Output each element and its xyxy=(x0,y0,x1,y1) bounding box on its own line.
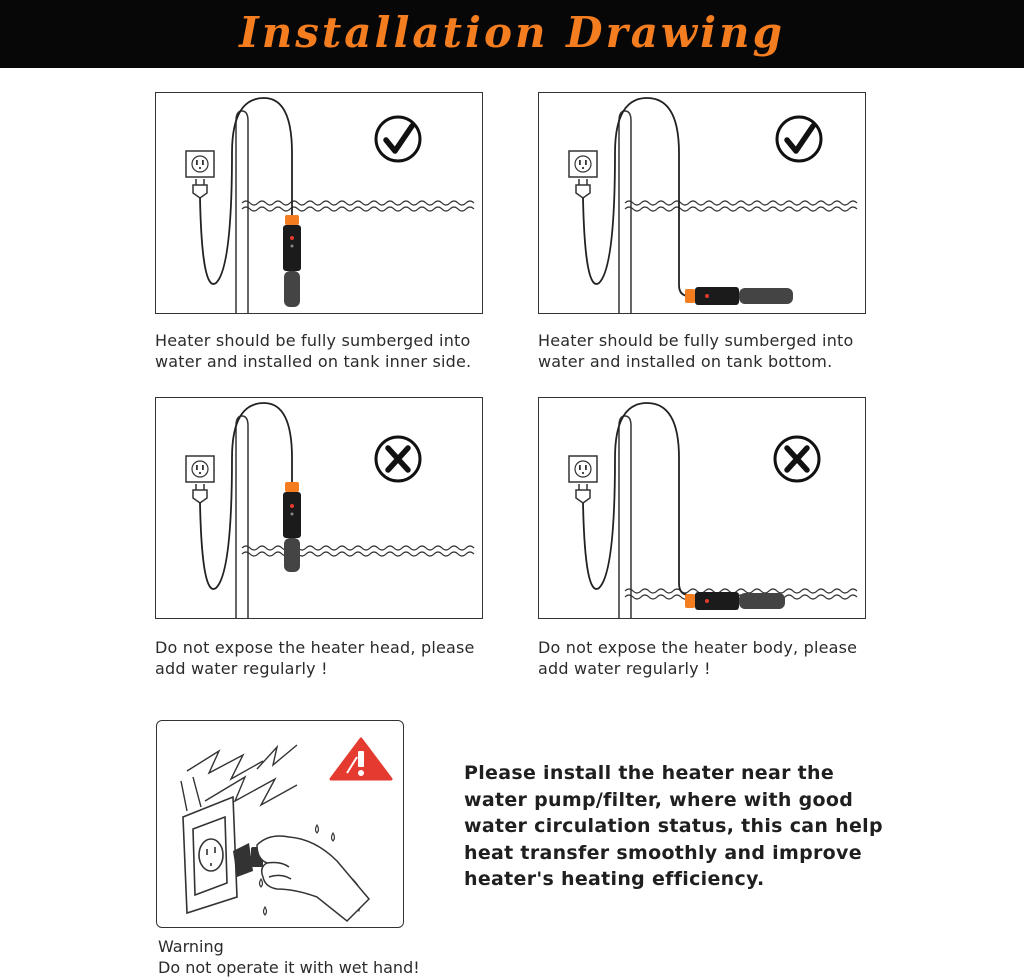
water-surface xyxy=(625,201,857,211)
x-icon xyxy=(775,437,819,481)
x-icon xyxy=(376,437,420,481)
tank-wall xyxy=(619,111,631,313)
warning-illustration-box xyxy=(156,720,404,928)
wall-outlet-icon xyxy=(569,456,597,503)
note-line: heater's heating efficiency. xyxy=(464,868,765,890)
warning-caption xyxy=(158,936,420,978)
page-title: Installation Drawing xyxy=(239,8,785,57)
tank-wall xyxy=(619,416,631,618)
power-cord xyxy=(200,403,292,589)
power-cord xyxy=(200,98,292,284)
warning-triangle-icon xyxy=(331,739,391,779)
wall-socket xyxy=(183,797,237,913)
heater-icon xyxy=(283,215,301,307)
heater-icon xyxy=(283,482,301,572)
note-line: water circulation status, this can help xyxy=(464,815,883,837)
panel-illustration xyxy=(539,398,867,620)
installation-note xyxy=(464,760,883,893)
caption-panel-1: Heater should be fully sumberged into water and installed on tank inner side. xyxy=(155,331,472,371)
wall-outlet-icon xyxy=(569,151,597,198)
panel-wrong-head-exposed xyxy=(155,397,483,619)
caption-panel-4: Do not expose the heater body, please add water regularly ! xyxy=(538,638,858,678)
caption-panel-3: Do not expose the heater head, please add water regularly ! xyxy=(155,638,475,678)
tank-wall xyxy=(236,416,248,618)
warning-text: Do not operate it with wet hand! xyxy=(158,958,420,977)
lightning-bolts xyxy=(181,745,297,811)
note-line: Please install the heater near the xyxy=(464,762,835,784)
wall-outlet-icon xyxy=(186,456,214,503)
panel-illustration xyxy=(156,398,484,620)
wet-hand-plug-icon xyxy=(157,721,405,929)
panel-illustration xyxy=(156,93,484,315)
panel-wrong-body-exposed xyxy=(538,397,866,619)
panel-correct-tank-bottom xyxy=(538,92,866,314)
water-surface xyxy=(242,201,474,211)
warning-label: Warning xyxy=(158,937,224,956)
panel-correct-inner-side xyxy=(155,92,483,314)
caption-panel-2: Heater should be fully sumberged into water and installed on tank bottom. xyxy=(538,331,854,371)
check-icon xyxy=(376,117,420,161)
power-cord xyxy=(583,98,689,296)
tank-wall xyxy=(236,111,248,313)
check-icon xyxy=(777,117,821,161)
wall-outlet-icon xyxy=(186,151,214,198)
heater-icon xyxy=(685,287,793,305)
panel-illustration xyxy=(539,93,867,315)
heater-icon xyxy=(685,592,785,610)
hand xyxy=(257,836,369,921)
water-surface xyxy=(242,546,474,556)
power-cord xyxy=(583,403,689,595)
header-bar xyxy=(0,0,1024,68)
note-line: water pump/filter, where with good xyxy=(464,788,854,811)
note-line: heat transfer smoothly and improve xyxy=(464,841,862,864)
